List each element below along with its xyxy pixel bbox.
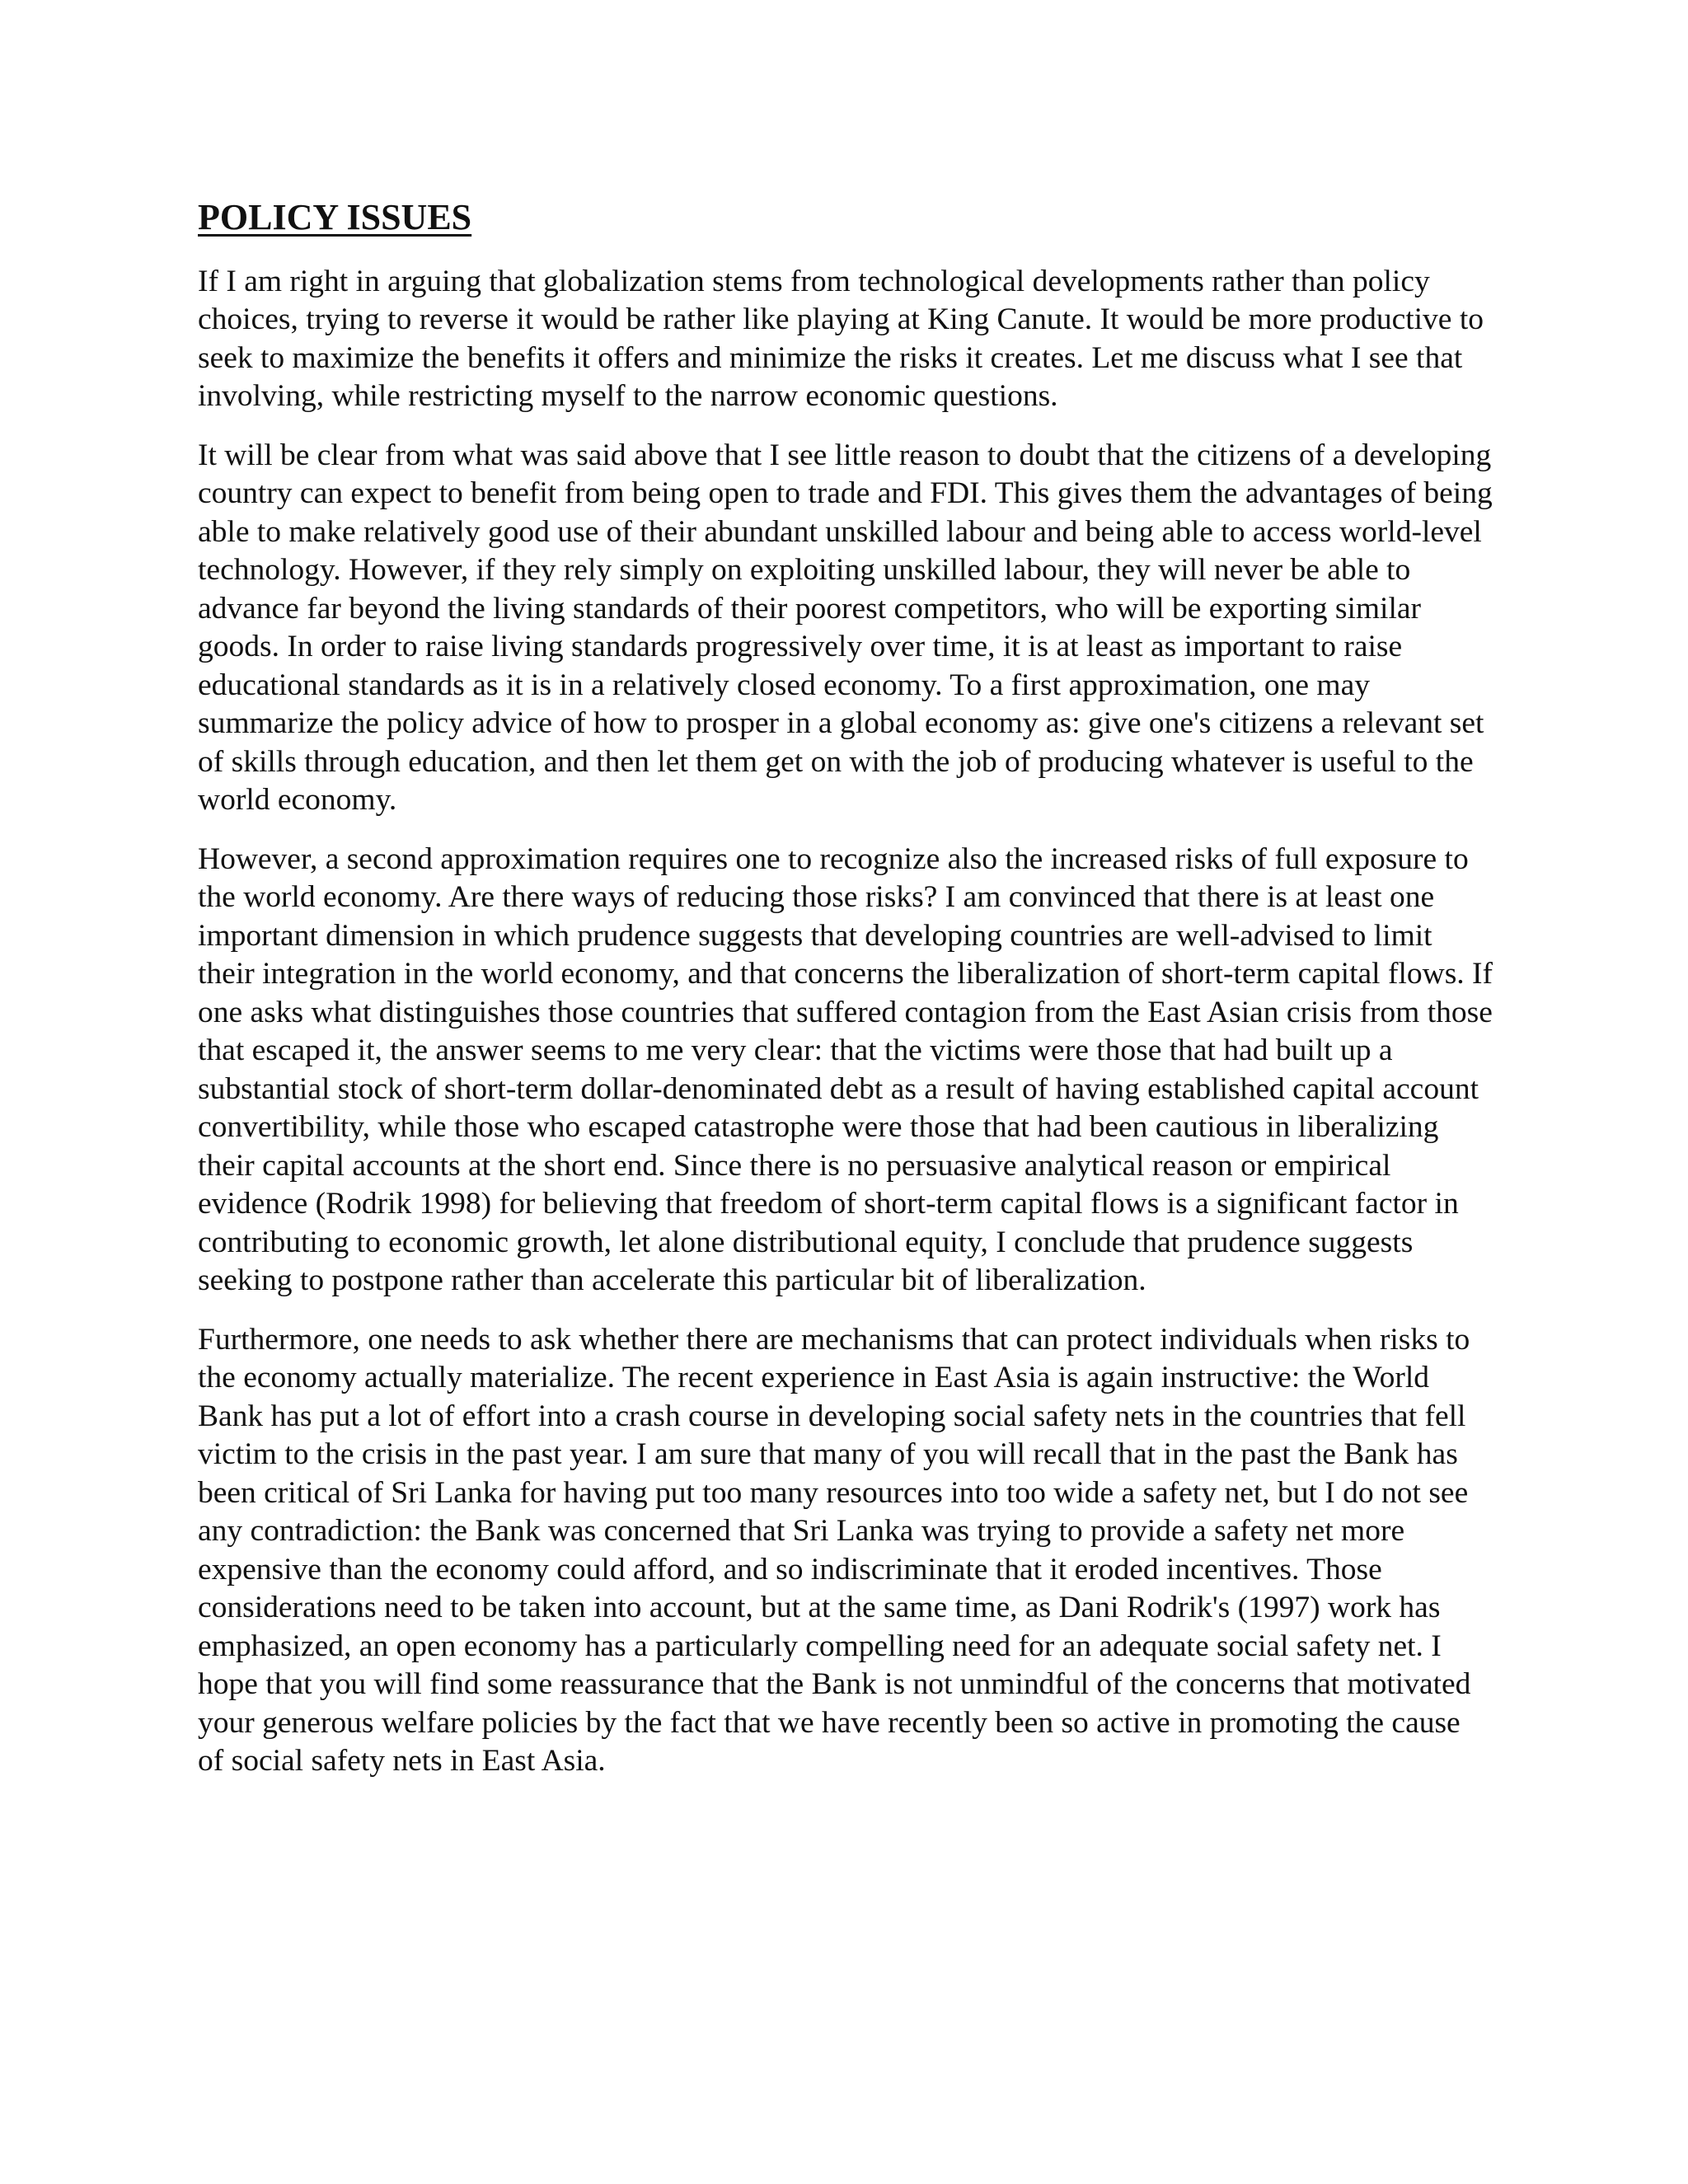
paragraph-4: Furthermore, one needs to ask whether there are mechanisms that can protect individuals when risks to the economy actually materialize. The recent experience in East Asia is again instructive: the World Bank has put a lot of effort into a crash course in developing social safety nets in the countries that fell victim to the crisis in the past year. I am sure that many of you will recall that in the past the Bank has been critical of Sri Lanka for having put too many resources into too wide a safety net, but I do not see any contradiction: the Bank was concerned that Sri Lanka was trying to provide a safety net more expensive than the economy could afford, and so indiscriminate that it eroded incentives. Those considerations need to be taken into account, but at the same time, as Dani Rodrik's (1997) work has emphasized, an open economy has a particularly compelling need for an adequate social safety net. I hope that you will find some reassurance that the Bank is not unmindful of the concerns that motivated your generous welfare policies by the fact that we have recently been so active in promoting the cause of social safety nets in East Asia. (198, 1322, 1471, 1779)
paragraph-1: If I am right in arguing that globalization stems from technological developments rather than policy choices, trying to reverse it would be rather like playing at King Canute. It would be more productive to seek to maximize the benefits it offers and minimize the risks it creates. Let me discuss what I see that involving, while restricting myself to the narrow economic questions. (198, 264, 1484, 414)
paragraph-2: It will be clear from what was said above that I see little reason to doubt that the citizens of a developing country can expect to benefit from being open to trade and FDI. This gives them the advantages of being able to make relatively good use of their abundant unskilled labour and being able to access world-level technology. However, if they rely simply on exploiting unskilled labour, they will never be able to advance far beyond the living standards of their poorest competitors, who will be exporting similar goods. In order to raise living standards progressively over time, it is at least as important to raise educational standards as it is in a relatively closed economy. To a first approximation, one may summarize the policy advice of how to prosper in a global economy as: give one's citizens a relevant set of skills through education, and then let them get on with the job of producing whatever is useful to the world economy. (198, 438, 1493, 818)
document-page (198, 196, 1493, 1802)
paragraph-3: However, a second approximation requires one to recognize also the increased risks of full exposure to the world economy. Are there ways of reducing those risks? I am convinced that there is at least one important dimension in which prudence suggests that developing countries are well-advised to limit their integration in the world economy, and that concerns the liberalization of short-term capital flows. If one asks what distinguishes those countries that suffered contagion from the East Asian crisis from those that escaped it, the answer seems to me very clear: that the victims were those that had built up a substantial stock of short-term dollar-denominated debt as a result of having established capital account convertibility, while those who escaped catastrophe were those that had been cautious in liberalizing their capital accounts at the short end. Since there is no persuasive analytical reason or empirical evidence (Rodrik 1998) for believing that freedom of short-term capital flows is a significant factor in contributing to economic growth, let alone distributional equity, I conclude that prudence suggests seeking to postpone rather than accelerate this particular bit of liberalization. (198, 841, 1493, 1298)
section-heading: POLICY ISSUES (198, 197, 472, 237)
